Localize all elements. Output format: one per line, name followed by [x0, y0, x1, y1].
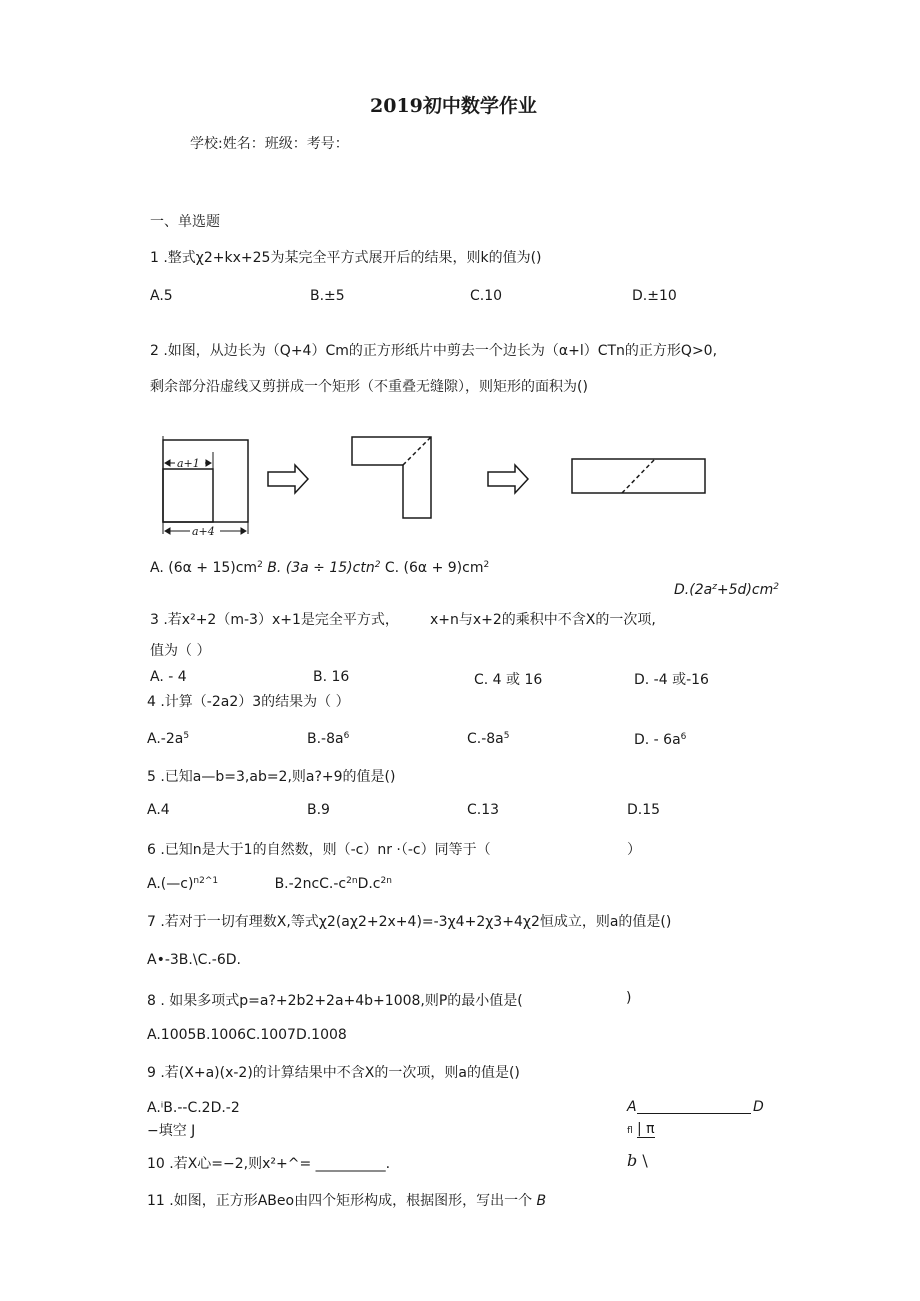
- question-9-stem: 9 .若(X+a)(x-2)的计算结果中不含X的一次项，则a的值是(): [147, 1065, 520, 1081]
- side-figure-mid-small: fl: [627, 1126, 633, 1136]
- question-7-stem: 7 .若对于一切有理数X,等式χ2(aχ2+2x+4)=-3χ4+2χ3+4χ2恒成立，则a的值是(): [147, 914, 672, 930]
- q4-option-b: $B.-8a^6$: [307, 731, 350, 747]
- page-title: 2019初中数学作业: [370, 95, 537, 117]
- q6-options: [147, 876, 392, 892]
- question-3-line-1b: x+n与x+2的乘积中不含X的一次项,: [430, 612, 656, 628]
- question-5-stem: 5 .已知a—b=3,ab=2,则a?+9的值是(): [147, 769, 396, 785]
- result-rectangle: [572, 459, 705, 493]
- q3-option-d: D. -4 或-16: [634, 672, 709, 688]
- square-with-cutout: [163, 436, 248, 534]
- q5-option-d: D.15: [627, 802, 661, 818]
- q1-option-a: A.5: [150, 288, 173, 304]
- section-heading-single-choice: 一、单选题: [150, 214, 220, 230]
- q8-options: A.1005B.1006C.1007D.1008: [147, 1027, 347, 1043]
- question-6-stem: 6 .已知n是大于1的自然数，则（-c）nr ·（-c）同等于（: [147, 842, 491, 858]
- q2-option-d: $D.(2a^z+5d)cm^2$: [674, 582, 779, 598]
- question-6-stem-close: ）: [627, 842, 641, 858]
- side-figure-label-d: D: [753, 1099, 764, 1115]
- question-10-stem: 10 .若X心=−2,则x²+^= __________.: [147, 1156, 391, 1172]
- side-figure-top-line: [637, 1113, 751, 1114]
- q7-options: A•-3B.\C.-6D.: [147, 952, 241, 968]
- student-info-line: 学校:姓名：班级：考号：: [190, 136, 349, 152]
- q9-options: A.ⁱB.--C.2D.-2: [147, 1100, 240, 1116]
- question-8-stem-close: ): [626, 990, 632, 1006]
- q6-option-a: A.(—c)$^{n2\^{}1}$: [147, 876, 219, 892]
- q3-option-c: C. 4 或 16: [474, 672, 543, 688]
- q5-option-a: A.4: [147, 802, 170, 818]
- q2-options-abc: [150, 560, 489, 576]
- q4-option-a: $A.-2a^5$: [147, 731, 190, 747]
- q6-option-d: $D.c^{2n}$: [357, 876, 392, 892]
- q3-option-b: B. 16: [313, 669, 350, 685]
- question-4-stem: 4 .计算（-2a2）3的结果为（ ）: [147, 694, 350, 710]
- q3-option-a: A. - 4: [150, 669, 187, 685]
- side-figure-label-a: A: [627, 1099, 637, 1115]
- q2-option-a: A. $(6\alpha + 15)cm^2$: [150, 560, 263, 576]
- arrow-right-2-icon: [488, 465, 528, 493]
- question-3-line-2: 值为（ ）: [150, 643, 211, 659]
- q4-option-c: $C.-8a^5$: [467, 731, 510, 747]
- question-2-line-2: 剩余部分沿虚线又剪拼成一个矩形（不重叠无缝隙），则矩形的面积为(): [150, 379, 588, 395]
- label-a-plus-4: a+4: [192, 525, 215, 538]
- q1-option-d: D.±10: [632, 288, 677, 304]
- q1-option-c: C.10: [470, 288, 503, 304]
- question-1-stem: 1 .整式χ2+kx+25为某完全平方式展开后的结果，则k的值为(): [150, 250, 542, 266]
- side-figure-label-b: b \: [627, 1151, 648, 1170]
- label-a-plus-1: a+1: [177, 457, 200, 470]
- arrow-right-1-icon: [268, 465, 308, 493]
- side-figure-mid: | π: [637, 1121, 655, 1137]
- q4-option-d: D. - $6a^6$: [634, 732, 687, 748]
- q6-option-bc: $B.-2ncC.-c^{2n}$: [274, 876, 358, 892]
- question-8-stem: 8 . 如果多项式p=a?+2b2+2a+4b+1008,则P的最小值是(: [147, 993, 523, 1009]
- question-11-stem: 11 .如图，正方形ABeo由四个矩形构成，根据图形，写出一个 B: [147, 1193, 547, 1209]
- question-2-line-1: 2 .如图，从边长为（Q+4）Cm的正方形纸片中剪去一个边长为（α+l）CTn的正方形Q>0,: [150, 343, 718, 359]
- q5-option-c: C.13: [467, 802, 500, 818]
- q5-option-b: B.9: [307, 802, 330, 818]
- q2-option-c: C. $(6\alpha + 9)cm^2$: [384, 560, 490, 576]
- q2-option-b: B. (3a ÷ 15)ctn$^2$: [267, 560, 381, 576]
- section-heading-fill-blank: −填空 J: [147, 1123, 196, 1139]
- question-3-line-1a: 3 .若x²+2（m-3）x+1是完全平方式，: [150, 612, 399, 628]
- q11-label-b: B: [536, 1193, 547, 1209]
- q2-figure: [155, 428, 715, 543]
- q1-option-b: B.±5: [310, 288, 345, 304]
- l-shape: [352, 437, 431, 518]
